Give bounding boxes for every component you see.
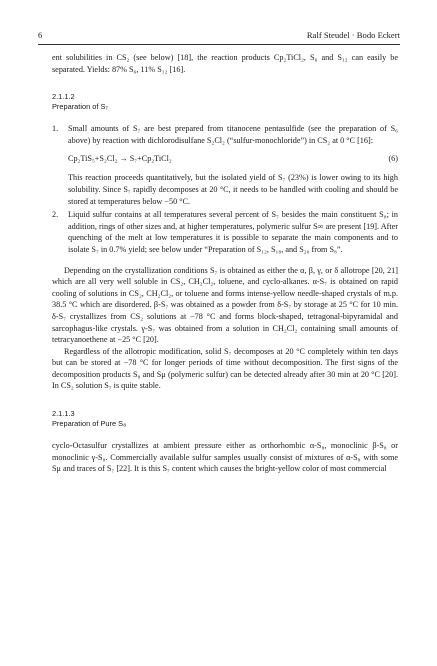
list-text-continued: This reaction proceeds quantitatively, but the isolated yield of S₇ (23%) is lower owing to its high solubility. Since S₇ rapidly decomposes at 20 °C, it needs to be handled with cooling and should be stored at temperatures below −50 °C. xyxy=(68,173,398,206)
list-number: 1. xyxy=(52,124,59,134)
section-title: Preparation of S₇ xyxy=(52,102,108,112)
spacer xyxy=(52,256,398,265)
equation-number: (6) xyxy=(388,154,398,164)
page-number: 6 xyxy=(38,30,43,40)
section-number: 2.1.1.3 xyxy=(52,409,75,419)
method-list xyxy=(52,123,398,255)
body-paragraph: Regardless of the allotropic modification, solid S₇ decomposes at 20 °C completely within ten days but can be stored at −78 °C for longer periods of time without decomposition. The first signs of the decomposition products S₈ and Sμ (polymeric sulfur) can be detected already after 30 min at 20 °C [20]. In CS₂ solution S₇ is quite stable. xyxy=(52,346,398,391)
running-header xyxy=(38,30,400,44)
body-paragraph: Depending on the crystallization conditions S₇ is obtained as either the α, β, γ, or δ allotrope [20, 21] which are all very well soluble in CS₂, CH₂Cl₂, toluene, and cyclo-alkanes. α-S₇ is obtained on rapid cooling of solutions in CS₂, CH₂Cl₂, or toluene and forms intense-yellow needle-shaped crystals of m.p. 38.5 °C which are disordered. β-S₇ was obtained as a powder from δ-S₇ by storage at 25 °C for 10 min. δ-S₇ crystallizes from CS₂ solutions at −78 °C and forms block-shaped, tetragonal-bipyramidal and sarcophagus-like crystals. γ-S₇ was obtained from a solution in CH₂Cl₂ containing small amounts of tetracyanoethene at −25 °C [20]. xyxy=(52,265,398,345)
section-number: 2.1.1.2 xyxy=(52,92,75,102)
header-rule xyxy=(38,44,400,45)
equation xyxy=(68,153,398,165)
list-text: Liquid sulfur contains at all temperatures several percent of S₇ besides the main constituent S₈; in addition, rings of other sizes and, at higher temperatures, polymeric sulfur S∞ are present [19]. After quenching of the melt at low temperatures it is possible to separate the main components and to isolate S₇ in 0.7% yield; see below under “Preparation of S₁₂, S₁₈, and S₂₀ from S₈”. xyxy=(68,210,398,254)
body-paragraph: cyclo-Octasulfur crystallizes at ambient pressure either as orthorhombic α-S₈, monoclinic β-S₈ or monoclinic γ-S₈. Commercially available sulfur samples usually consist of mixtures of α-S₈ with some Sμ and traces of S₇ [22]. It is this S₇ content which causes the bright-yellow color of most commercial xyxy=(52,441,398,474)
equation-expression: Cp₂TiS₅+S₂Cl₂ → S₇+Cp₂TiCl₂ xyxy=(68,154,172,164)
list-number: 2. xyxy=(52,210,59,220)
list-item xyxy=(52,209,398,255)
page-body xyxy=(52,52,398,475)
section-title: Preparation of Pure S₈ xyxy=(52,419,127,429)
intro-paragraph: ent solubilities in CS₂ (see below) [18], the reaction products Cp₂TiCl₂, S₆ and S₁₂ can easily be separated. Yields: 87% S₆, 11% S₁₂ [16]. xyxy=(52,53,398,74)
list-text: Small amounts of S₇ are best prepared from titanocene pentasulfide (see the preparation of S₆ above) by reaction with dichlorodisulfane S₂Cl₂ (“sulfur-monochloride”) in CS₂ at 0 °C [16]: xyxy=(68,124,398,145)
list-item xyxy=(52,123,398,207)
running-authors: Ralf Steudel · Bodo Eckert xyxy=(306,30,400,40)
